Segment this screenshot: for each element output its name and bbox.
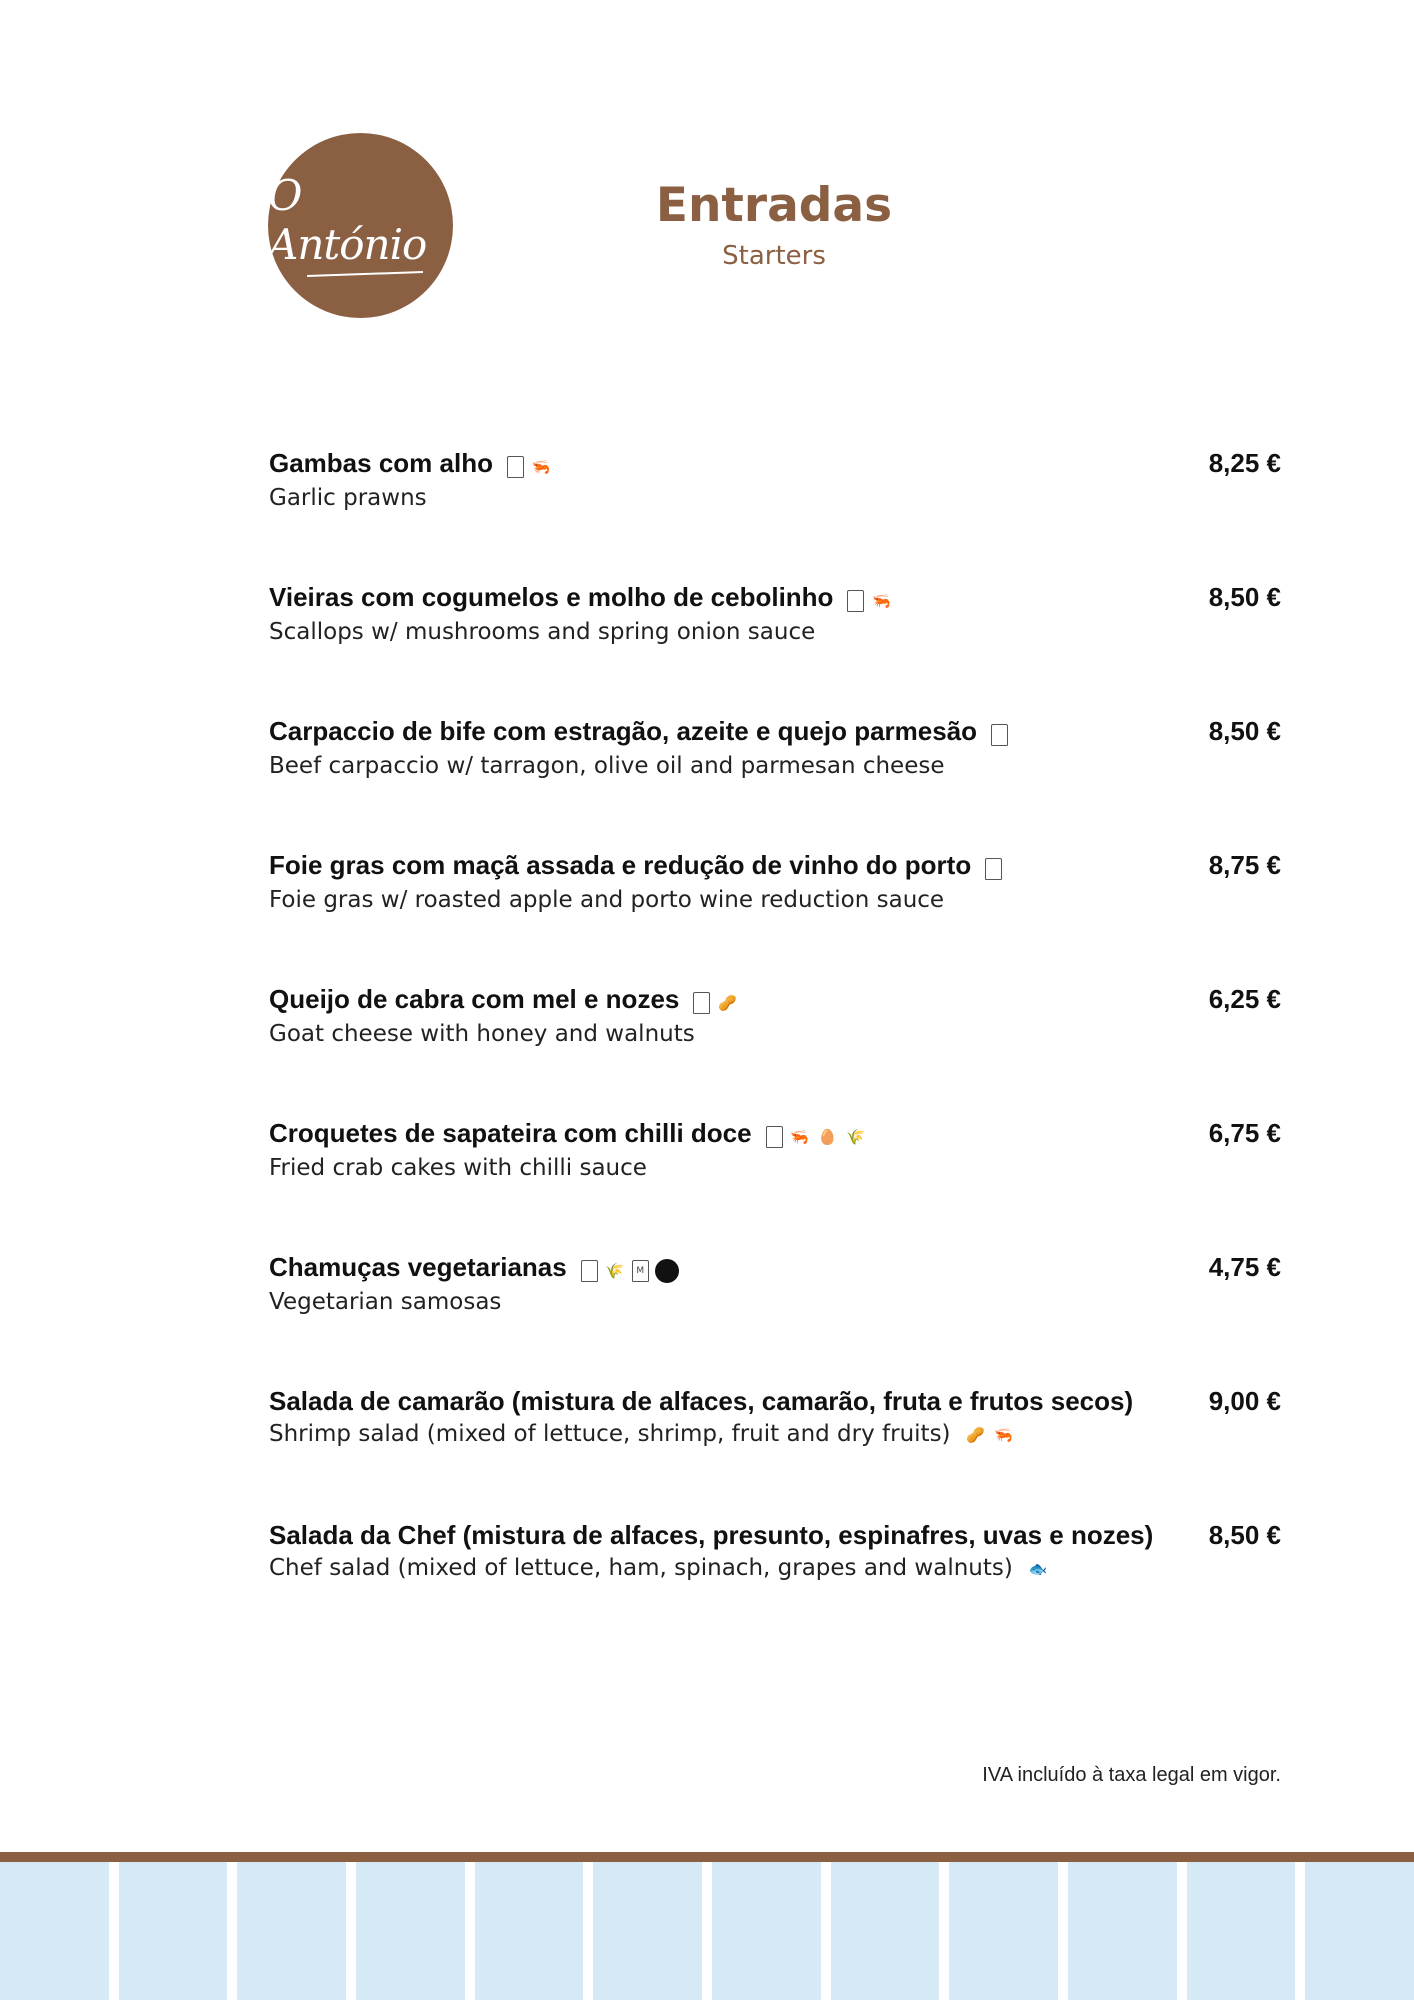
shrimp-icon: 🦐 bbox=[994, 1426, 1013, 1444]
item-name-text: Chamuças vegetarianas bbox=[269, 1252, 567, 1282]
item-name bbox=[269, 580, 1281, 616]
item-description bbox=[269, 750, 1281, 782]
menu-item bbox=[269, 446, 1281, 514]
logo-underline bbox=[307, 270, 423, 276]
footer-tile bbox=[1187, 1862, 1296, 2000]
shrimp-icon: 🦐 bbox=[531, 458, 551, 477]
footer-tile bbox=[712, 1862, 821, 2000]
item-name bbox=[269, 1250, 1281, 1286]
allergen-icons bbox=[965, 1419, 1021, 1451]
item-description bbox=[269, 1286, 1281, 1318]
menu-item bbox=[269, 1384, 1281, 1451]
item-description bbox=[269, 482, 1281, 514]
menu-item bbox=[269, 1250, 1281, 1318]
item-description-text: Shrimp salad (mixed of lettuce, shrimp, fruit and dry fruits) bbox=[269, 1421, 951, 1447]
item-description bbox=[269, 616, 1281, 648]
footer-tile bbox=[1068, 1862, 1177, 2000]
allergen-icons bbox=[991, 716, 1014, 750]
logo-text: O António bbox=[268, 170, 427, 269]
item-price: 8,75 € bbox=[1208, 850, 1281, 880]
footer-divider bbox=[0, 1852, 1414, 1862]
shrimp-icon: 🦐 bbox=[872, 592, 891, 611]
item-description-text: Chef salad (mixed of lettuce, ham, spinach, grapes and walnuts) bbox=[269, 1555, 1013, 1581]
item-name bbox=[269, 1518, 1281, 1552]
item-price: 8,50 € bbox=[1208, 716, 1281, 746]
item-description-text: Beef carpaccio w/ tarragon, olive oil and parmesan cheese bbox=[269, 753, 945, 780]
item-price: 4,75 € bbox=[1208, 1252, 1281, 1282]
menu-item bbox=[269, 848, 1281, 916]
mustard-icon: M bbox=[632, 1260, 649, 1282]
egg-icon: 🥚 bbox=[818, 1128, 837, 1147]
item-name-text: Salada de camarão (mistura de alfaces, camarão, fruta e frutos secos) bbox=[269, 1386, 1134, 1416]
item-name-text: Foie gras com maçã assada e redução de vinho do porto bbox=[269, 850, 972, 880]
fish-icon: 🐟 bbox=[1028, 1560, 1048, 1578]
item-name-text: Vieiras com cogumelos e molho de cebolinho bbox=[269, 582, 834, 612]
footer-tile bbox=[593, 1862, 702, 2000]
item-name-text: Carpaccio de bife com estragão, azeite e quejo parmesão bbox=[269, 716, 978, 746]
footer-tile bbox=[356, 1862, 465, 2000]
menu-item bbox=[269, 714, 1281, 782]
allergen-icons bbox=[766, 1118, 873, 1152]
item-price: 8,25 € bbox=[1208, 448, 1281, 478]
menu-item bbox=[269, 1116, 1281, 1184]
footer-tile bbox=[831, 1862, 940, 2000]
item-description-text: Foie gras w/ roasted apple and porto wine reduction sauce bbox=[269, 887, 945, 914]
wheat-icon: 🌾 bbox=[605, 1262, 625, 1281]
sesame-icon bbox=[655, 1259, 679, 1283]
milk-icon bbox=[766, 1126, 783, 1148]
milk-icon bbox=[581, 1260, 598, 1282]
allergen-icons bbox=[847, 582, 898, 616]
allergen-icons bbox=[1027, 1553, 1055, 1585]
item-name bbox=[269, 714, 1281, 750]
item-price: 8,50 € bbox=[1208, 1520, 1281, 1550]
wheat-icon: 🌾 bbox=[846, 1128, 865, 1147]
item-description bbox=[269, 884, 1281, 916]
item-name bbox=[269, 848, 1281, 884]
allergen-icons bbox=[693, 984, 744, 1018]
item-name bbox=[269, 1384, 1281, 1418]
item-description bbox=[269, 1418, 1281, 1451]
item-price: 6,75 € bbox=[1208, 1118, 1281, 1148]
footer-tile bbox=[1305, 1862, 1414, 2000]
footer-tile bbox=[237, 1862, 346, 2000]
item-name-text: Salada da Chef (mistura de alfaces, presunto, espinafres, uvas e nozes) bbox=[269, 1520, 1154, 1550]
footer-tile bbox=[119, 1862, 228, 2000]
menu-item bbox=[269, 580, 1281, 648]
item-price: 8,50 € bbox=[1208, 582, 1281, 612]
item-description bbox=[269, 1152, 1281, 1184]
item-description-text: Goat cheese with honey and walnuts bbox=[269, 1021, 695, 1048]
allergen-icons bbox=[985, 850, 1008, 884]
allergen-icons bbox=[581, 1252, 685, 1286]
page-subtitle: Starters bbox=[722, 241, 826, 271]
item-name-text: Gambas com alho bbox=[269, 448, 493, 478]
item-name bbox=[269, 982, 1281, 1018]
footer-tile bbox=[0, 1862, 109, 2000]
milk-icon bbox=[985, 858, 1002, 880]
item-price: 6,25 € bbox=[1208, 984, 1281, 1014]
item-name-text: Queijo de cabra com mel e nozes bbox=[269, 984, 680, 1014]
item-description-text: Fried crab cakes with chilli sauce bbox=[269, 1155, 647, 1182]
page-title: Entradas bbox=[655, 178, 893, 233]
item-description-text: Vegetarian samosas bbox=[269, 1289, 502, 1316]
allergen-icons bbox=[507, 448, 558, 482]
item-name bbox=[269, 1116, 1281, 1152]
item-name-text: Croquetes de sapateira com chilli doce bbox=[269, 1118, 752, 1148]
milk-icon bbox=[693, 992, 710, 1014]
nut-icon: 🥜 bbox=[718, 994, 737, 1013]
logo bbox=[268, 133, 453, 318]
item-name bbox=[269, 446, 1281, 482]
menu-item bbox=[269, 982, 1281, 1050]
nut-icon: 🥜 bbox=[966, 1426, 985, 1444]
footer-tile bbox=[475, 1862, 584, 2000]
milk-icon bbox=[507, 456, 524, 478]
menu-item bbox=[269, 1518, 1281, 1585]
milk-icon bbox=[991, 724, 1008, 746]
item-description bbox=[269, 1552, 1281, 1585]
item-price: 9,00 € bbox=[1208, 1386, 1281, 1416]
vat-note: IVA incluído à taxa legal em vigor. bbox=[982, 1764, 1281, 1786]
tile-footer bbox=[0, 1862, 1414, 2000]
footer-tile bbox=[949, 1862, 1058, 2000]
item-description-text: Garlic prawns bbox=[269, 485, 427, 512]
shrimp-icon: 🦐 bbox=[790, 1128, 809, 1147]
milk-icon bbox=[847, 590, 864, 612]
item-description bbox=[269, 1018, 1281, 1050]
item-description-text: Scallops w/ mushrooms and spring onion sauce bbox=[269, 619, 816, 646]
